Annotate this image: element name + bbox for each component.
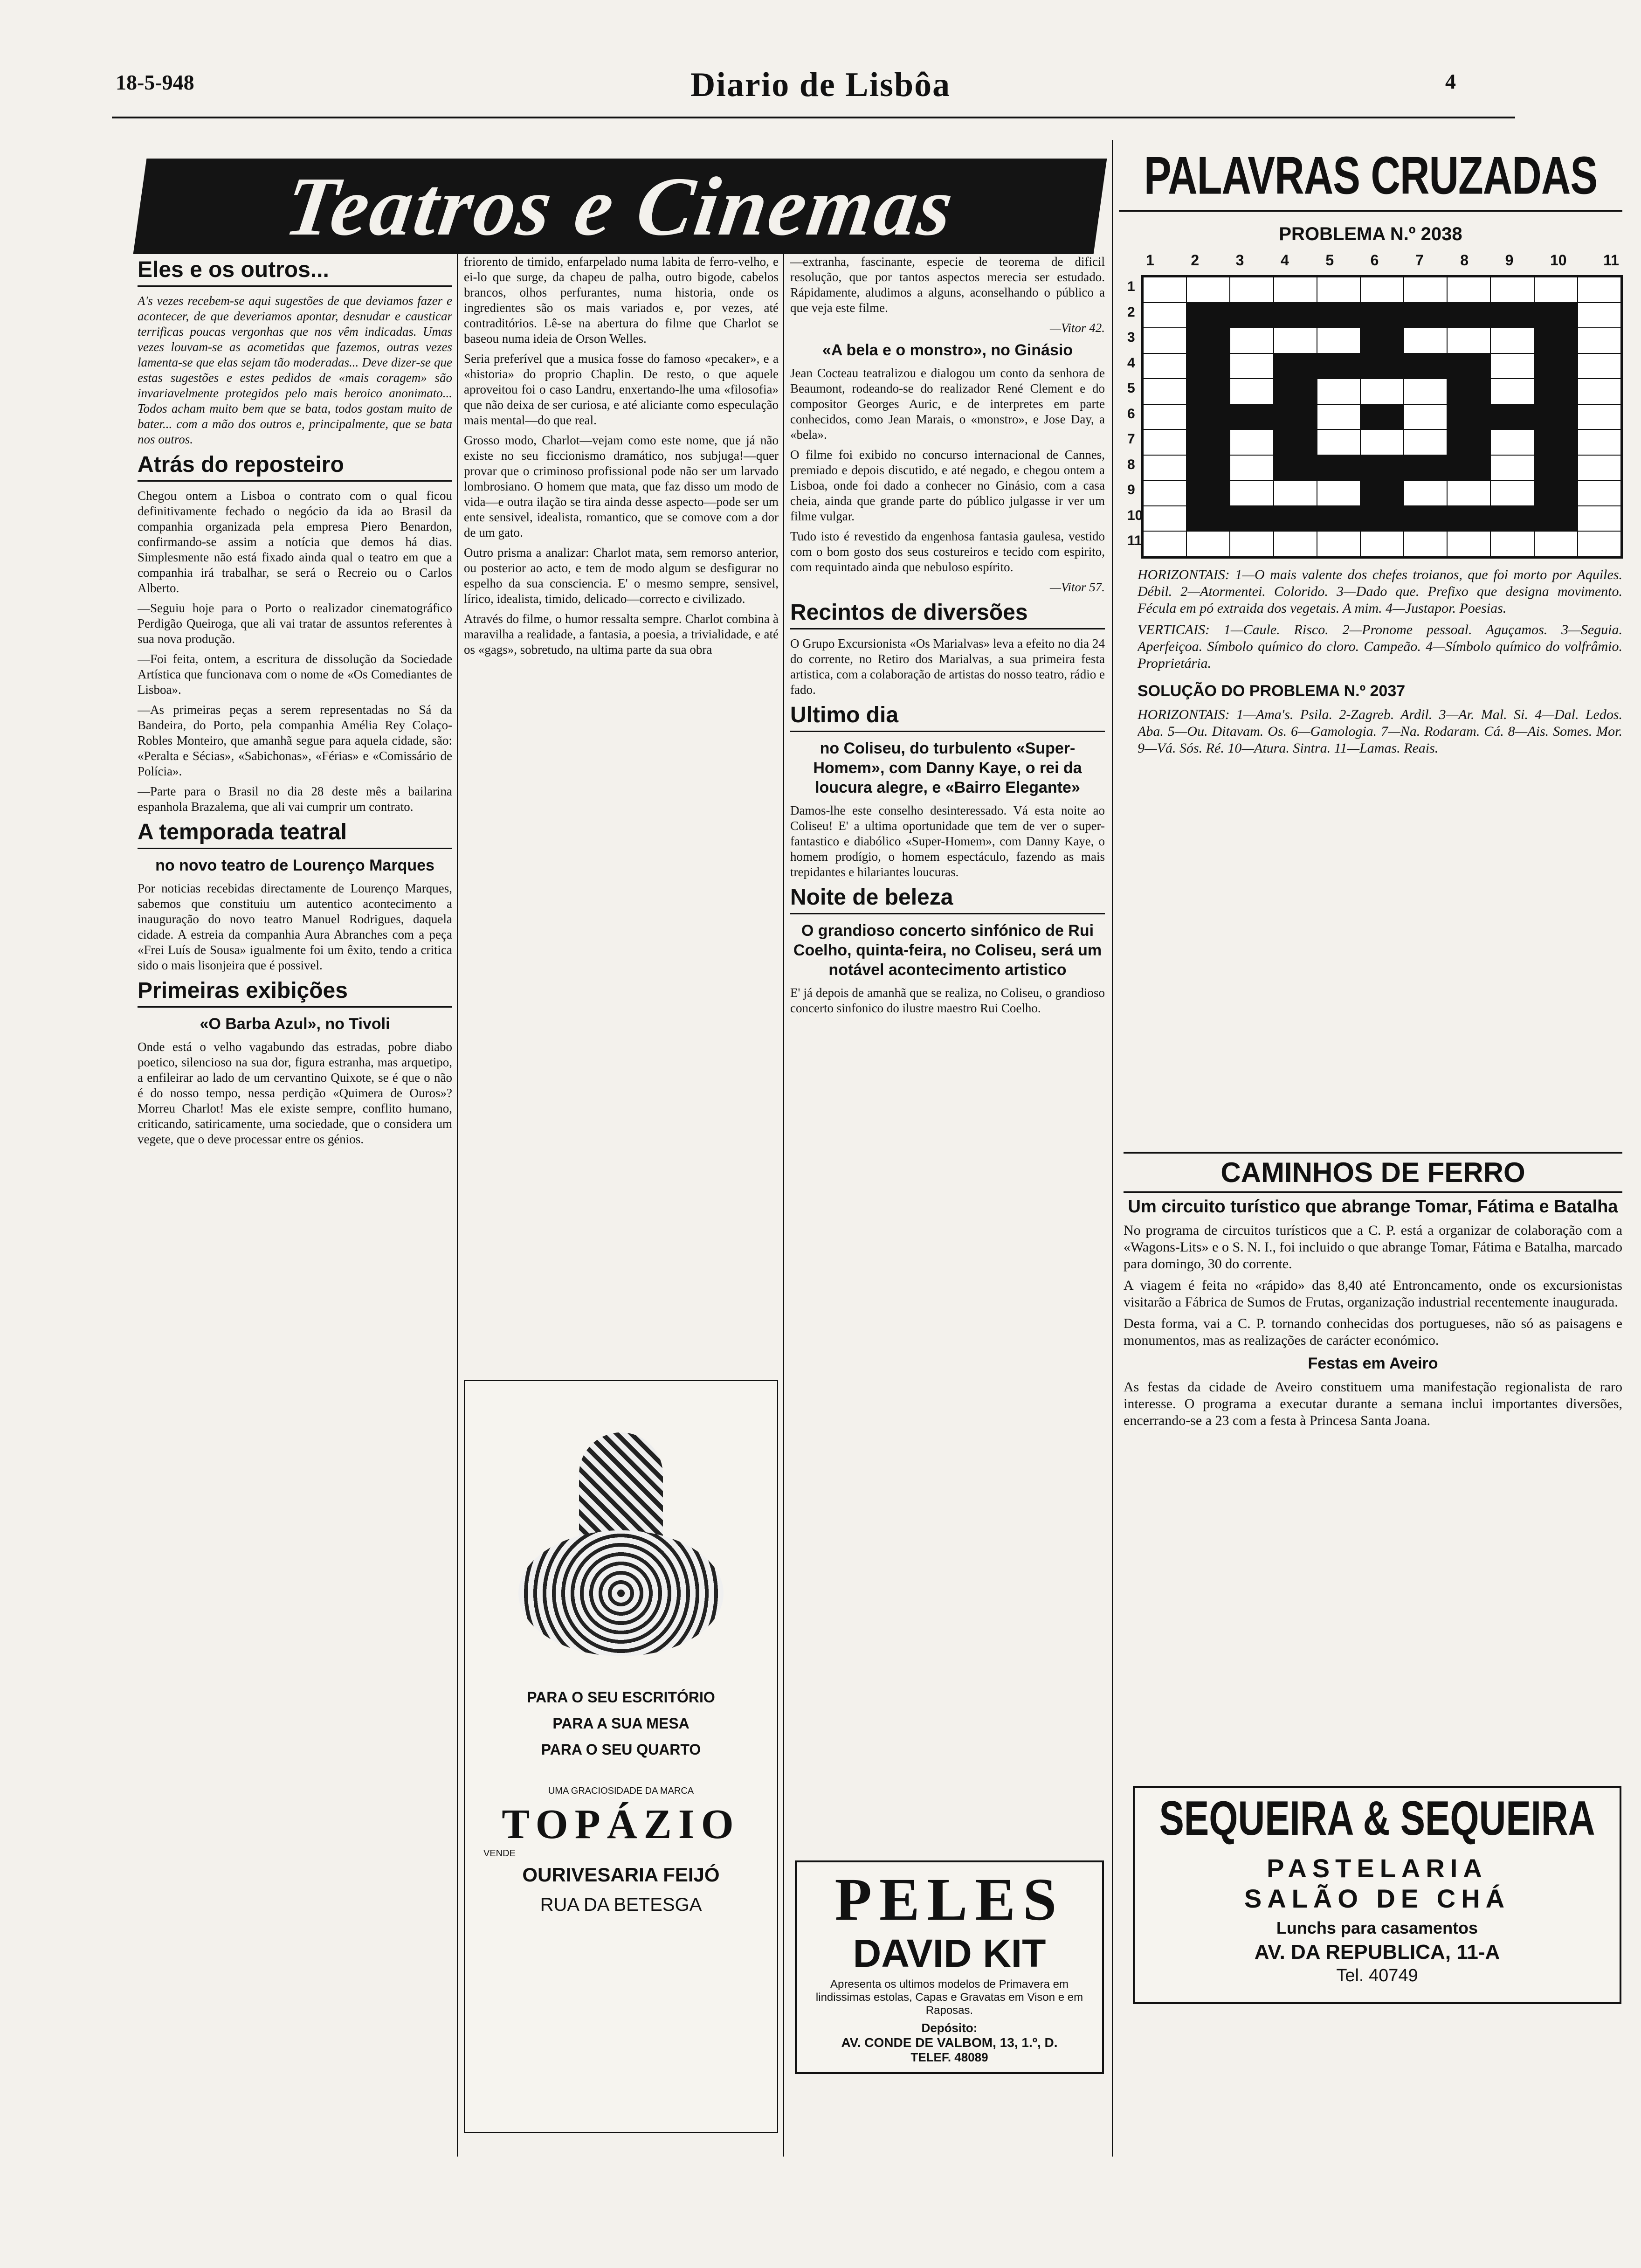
crossword-cell xyxy=(1447,277,1490,303)
crossword-title: PALAVRAS CRUZADAS xyxy=(1144,145,1598,205)
crossword-cell xyxy=(1186,531,1230,557)
crossword-black-cell xyxy=(1360,480,1404,506)
crossword-black-cell xyxy=(1186,353,1230,379)
paragraph: Seria preferível que a musica fosse do famoso «pecaker», e a «historia» do proprio Chaplin. De resto, o que aquele aproveitou foi o caso Landru, enxertando-lhe uma «filosofia» que não deixa de ser curiosa, e até aliciante como especulação mais mental—do que real. xyxy=(464,352,779,427)
paragraph: Através do filme, o humor ressalta sempre. Charlot combina à maravilha a realidade, a fantasia, a poesia, a trivialidade, e até os «gags», sobretudo, na ultima parte da sua obra xyxy=(464,612,779,657)
crossword-cell xyxy=(1230,429,1273,455)
crossword-black-cell xyxy=(1317,455,1360,481)
column-divider xyxy=(783,254,784,2157)
crossword-cell xyxy=(1360,429,1404,455)
crossword-cell xyxy=(1578,328,1621,353)
signature: —Vitor 42. xyxy=(1049,321,1105,335)
crossword-cell xyxy=(1404,379,1447,404)
crossword-cell xyxy=(1143,277,1186,303)
ad-title: SEQUEIRA & SEQUEIRA xyxy=(1159,1791,1595,1846)
crossword-black-cell xyxy=(1490,506,1534,532)
crossword-black-cell xyxy=(1274,353,1317,379)
column-divider xyxy=(457,254,458,2157)
ad-address: AV. CONDE DE VALBOM, 13, 1.º, D. xyxy=(841,2035,1058,2050)
crossword-black-cell xyxy=(1534,328,1578,353)
crossword-cell xyxy=(1490,455,1534,481)
subheading: O grandioso concerto sinfónico de Rui Coelho, quinta-feira, no Coliseu, será um notável acontecimento artistico xyxy=(793,922,1102,979)
paragraph: O filme foi exibido no concurso internacional de Cannes, premiado e depois discutido, e até negado, e chegou ontem a Lisboa, onde foi dado a conhecer no Ginásio, com a casa cheia, ainda que grande parte do público julgasse ir ver um filme vulgar. xyxy=(790,448,1105,523)
crossword-cell xyxy=(1143,379,1186,404)
ad-line: PARA O SEU QUARTO xyxy=(541,1741,701,1758)
column-number: 8 xyxy=(1460,252,1469,269)
crossword-cell xyxy=(1186,277,1230,303)
ad-sequeira xyxy=(1133,1786,1621,2004)
crossword-cell xyxy=(1578,277,1621,303)
crossword-cell xyxy=(1274,531,1317,557)
column-number: 6 xyxy=(1370,252,1379,269)
column-number: 7 xyxy=(1415,252,1424,269)
column-number: 9 xyxy=(1505,252,1514,269)
row-number: 3 xyxy=(1127,330,1135,345)
crossword-black-cell xyxy=(1534,379,1578,404)
crossword-black-cell xyxy=(1404,353,1447,379)
crossword-cell xyxy=(1317,328,1360,353)
ad-brand: TOPÁZIO xyxy=(502,1801,740,1847)
subheading: «O Barba Azul», no Tivoli xyxy=(200,1015,390,1033)
crossword-black-cell xyxy=(1274,429,1317,455)
ad-line: PARA O SEU ESCRITÓRIO xyxy=(527,1689,715,1706)
crossword-cell xyxy=(1360,379,1404,404)
column-number: 1 xyxy=(1146,252,1154,269)
crossword-cell xyxy=(1143,480,1186,506)
crossword-cell xyxy=(1143,429,1186,455)
title-rule xyxy=(1119,210,1622,212)
column-number: 5 xyxy=(1325,252,1334,269)
solution-text: HORIZONTAIS: 1—Ama's. Psila. 2-Zagreb. Ardil. 3—Ar. Mal. Si. 4—Dal. Ledos. Aba. 5—Ou. Ditavam. Os. 6—Gamologia. 7—Na. Rodaram. Cá. 8—Ais. Somes. Mor. 9—Vá. Sós. Ré. 10—Atura. Sintra. 11—Lamas. Reais. xyxy=(1138,707,1622,756)
crossword-cell xyxy=(1490,328,1534,353)
crossword-cell xyxy=(1578,379,1621,404)
heading-festas-aveiro: Festas em Aveiro xyxy=(1308,1355,1438,1372)
crossword-cell xyxy=(1578,303,1621,328)
column-number: 3 xyxy=(1235,252,1244,269)
column-number: 4 xyxy=(1280,252,1289,269)
crossword-cell xyxy=(1534,277,1578,303)
crossword-cell xyxy=(1317,531,1360,557)
caminhos-de-ferro xyxy=(1124,1152,1622,1739)
crossword-black-cell xyxy=(1404,303,1447,328)
section-banner: Teatros e Cinemas xyxy=(133,159,1107,254)
row-number: 6 xyxy=(1127,406,1135,422)
crossword-black-cell xyxy=(1186,429,1230,455)
row-number: 7 xyxy=(1127,431,1135,447)
heading-ultimo-dia: Ultimo dia xyxy=(790,702,1105,732)
crossword-black-cell xyxy=(1447,455,1490,481)
crossword-cell xyxy=(1274,328,1317,353)
row-number: 2 xyxy=(1127,304,1135,320)
crossword-cell xyxy=(1360,277,1404,303)
paragraph: Onde está o velho vagabundo das estradas, pobre diabo poetico, silencioso na sua dor, figura estranha, mas arquetipo, a enfileirar ao lado de um cervantino Quixote, se é que o não é do nosso tempo, nessa perdição «Quimera de Ouros»? Morreu Charlot! Mas ele existe sempre, conflito humano, criticando, satiricamente, uma sociedade, que o considera um vegete, que o deve processar entre os génios. xyxy=(138,1040,452,1146)
crossword-black-cell xyxy=(1317,303,1360,328)
column-number: 11 xyxy=(1603,252,1619,269)
ad-small: UMA GRACIOSIDADE DA MARCA xyxy=(548,1786,694,1796)
crossword-cell xyxy=(1578,531,1621,557)
paragraph: Grosso modo, Charlot—vejam como este nome, que já não existe no seu ficcionismo dramático, nos subjuga!—quer provar que o criminoso profissional pode não ser um larvado lombrosiano. O homem que mata, que faz disso um modo de vida—e outra ilação se tira ainda desse aspecto—pode ser um ente sensivel, idealista, romantico, que se comove com a dor de um gato. xyxy=(464,433,779,539)
crossword-cell xyxy=(1404,277,1447,303)
clues-vertical: VERTICAIS: 1—Caule. Risco. 2—Pronome pessoal. Aguçamos. 3—Seguia. Aperfeiçoa. Símbolo químico do cloro. Campeão. 4—Símbolo químico do volfrâmio. Proprietária. xyxy=(1138,622,1622,671)
crossword-black-cell xyxy=(1186,379,1230,404)
crossword-black-cell xyxy=(1360,506,1404,532)
ad-topazio xyxy=(464,1380,778,2133)
crossword-cell xyxy=(1490,353,1534,379)
crossword-black-cell xyxy=(1490,303,1534,328)
crossword-cell xyxy=(1404,531,1447,557)
paragraph: —Foi feita, ontem, a escritura de dissolução da Sociedade Artística que funcionava com o nome de «Os Comediantes de Lisboa». xyxy=(138,652,452,697)
crossword-cell xyxy=(1404,328,1447,353)
crossword-black-cell xyxy=(1490,404,1534,430)
crossword-black-cell xyxy=(1186,404,1230,430)
crossword-black-cell xyxy=(1274,379,1317,404)
paragraph: —Parte para o Brasil no dia 28 deste mês a bailarina espanhola Brazalema, que ali vai cumprir um contrato. xyxy=(138,784,452,814)
paragraph: —As primeiras peças a serem representadas no Sá da Bandeira, do Porto, pela companhia Amélia Rey Colaço-Robles Monteiro, que amanhã segue para aquela cidade, são: «Peralta e Sécias», «Sabichonas», «Férias» e «Comissário de Polícia». xyxy=(138,703,452,778)
crossword-cell xyxy=(1143,303,1186,328)
crossword-cell xyxy=(1317,277,1360,303)
ad-big: DAVID KIT xyxy=(853,1931,1046,1975)
crossword-cell xyxy=(1490,277,1534,303)
crossword-cell xyxy=(1274,480,1317,506)
crossword-black-cell xyxy=(1447,379,1490,404)
crossword-black-cell xyxy=(1360,303,1404,328)
clues-horizontal: HORIZONTAIS: 1—O mais valente dos chefes troianos, que foi morto por Aquiles. Débil. 2—Atormentei. Colorido. 3—Dado que. Prefixo que designa movimento. Fécula em pó extraida dos vegetais. A mim. 4—Justapor. Poesias. xyxy=(1138,567,1622,616)
crossword-cell xyxy=(1143,353,1186,379)
crossword-cell xyxy=(1143,328,1186,353)
crossword-cell xyxy=(1274,277,1317,303)
paragraph: Tudo isto é revestido da engenhosa fantasia gaulesa, vestido com o bom gosto dos seus costureiros e tecido com espirito, com requintado ainda que nebuloso espírito. xyxy=(790,529,1105,574)
crossword-clues xyxy=(1138,567,1622,1145)
crossword-black-cell xyxy=(1534,303,1578,328)
crossword-cell xyxy=(1317,404,1360,430)
row-number: 10 xyxy=(1127,507,1143,523)
crossword-cell xyxy=(1143,531,1186,557)
crossword-cell xyxy=(1490,531,1534,557)
heading-primeiras-exibicoes: Primeiras exibições xyxy=(138,978,452,1008)
heading-noite-de-beleza: Noite de beleza xyxy=(790,885,1105,914)
crossword-cell xyxy=(1404,480,1447,506)
crossword-black-cell xyxy=(1360,328,1404,353)
crossword-column-numbers xyxy=(1146,252,1619,269)
issue-date: 18-5-948 xyxy=(116,70,194,94)
crossword-black-cell xyxy=(1274,404,1317,430)
row-number: 1 xyxy=(1127,279,1135,294)
crossword-cell xyxy=(1447,480,1490,506)
crossword-black-cell xyxy=(1447,303,1490,328)
crossword-cell xyxy=(1230,455,1273,481)
crossword-black-cell xyxy=(1360,455,1404,481)
paragraph: Chegou ontem a Lisboa o contrato com o qual ficou definitivamente fechado o negócio da ida ao Brasil da companhia organizada pela empresa Piero Benardon, confirmando-se assim a notícia que demos há dias. Simplesmente não está fixado ainda qual o teatro em que a companhia irá trabalhar, se será o Recreio ou o Carlos Alberto. xyxy=(138,489,452,595)
crossword-black-cell xyxy=(1447,506,1490,532)
crossword-cell xyxy=(1490,429,1534,455)
paragraph: A viagem é feita no «rápido» das 8,40 até Entroncamento, onde os excursionistas visitarão a Fábrica de Sumos de Frutas, organização industrial recentemente inaugurada. xyxy=(1124,1278,1622,1310)
crossword-black-cell xyxy=(1230,404,1273,430)
crossword-black-cell xyxy=(1186,506,1230,532)
heading-temporada-teatral: A temporada teatral xyxy=(138,819,452,849)
column-number: 2 xyxy=(1191,252,1200,269)
crossword-black-cell xyxy=(1404,455,1447,481)
crossword-black-cell xyxy=(1274,303,1317,328)
crossword-cell xyxy=(1578,506,1621,532)
paragraph: E' já depois de amanhã que se realiza, no Coliseu, o grandioso concerto sinfonico do ilustre maestro Rui Coelho. xyxy=(790,986,1105,1015)
column-3 xyxy=(790,254,1105,1858)
crossword-black-cell xyxy=(1534,455,1578,481)
row-number: 4 xyxy=(1127,355,1135,371)
paragraph: O Grupo Excursionista «Os Marialvas» leva a efeito no dia 24 do corrente, no Retiro dos Marialvas, a sua primeira festa artistica, com a colaboração de artistas do nosso teatro, rádio e fado. xyxy=(790,636,1105,697)
crossword-black-cell xyxy=(1360,353,1404,379)
crossword-cell xyxy=(1447,531,1490,557)
ad-tel: Tel. 40749 xyxy=(1336,1966,1418,1985)
crossword-black-cell xyxy=(1317,506,1360,532)
crossword-black-cell xyxy=(1447,404,1490,430)
crossword-black-cell xyxy=(1534,480,1578,506)
ad-shop: OURIVESARIA FEIJÓ xyxy=(522,1864,720,1886)
column-number: 10 xyxy=(1550,252,1567,269)
crossword-black-cell xyxy=(1274,455,1317,481)
ad-deposito: Depósito: xyxy=(921,2021,978,2035)
crossword-black-cell xyxy=(1230,506,1273,532)
crossword-cell xyxy=(1230,353,1273,379)
crossword-cell xyxy=(1578,455,1621,481)
ad-text: Apresenta os ultimos modelos de Primavera em lindissimas estolas, Capas e Gravatas em Vison e em Raposas. xyxy=(815,1978,1083,2017)
crossword-cell xyxy=(1447,328,1490,353)
heading-caminhos: CAMINHOS DE FERRO xyxy=(1124,1152,1622,1193)
ad-peles xyxy=(795,1860,1104,2074)
crossword-black-cell xyxy=(1360,404,1404,430)
subheading: no Coliseu, do turbulento «Super-Homem», com Danny Kaye, o rei da loucura alegre, e «Bairro Elegante» xyxy=(813,740,1082,796)
crossword-cell xyxy=(1143,404,1186,430)
crossword-black-cell xyxy=(1317,353,1360,379)
paragraph: friorento de timido, enfarpelado numa labita de ferro-velho, e ei-lo que surge, da chapeu de palha, outro bigode, cabelos brancos, olhos perfurantes, numa historia, onde os ingredientes são os mais variados e, por vezes, até contraditórios. Lê-se na abertura do filme que Charlot se baseou numa ideia de Orson Welles. xyxy=(464,255,779,346)
crossword-cell xyxy=(1230,328,1273,353)
ad-address: AV. DA REPUBLICA, 11-A xyxy=(1254,1941,1500,1964)
newspaper-title: Diario de Lisbôa xyxy=(690,66,951,104)
column-2 xyxy=(464,254,779,1369)
heading-bela-e-o-monstro: «A bela e o monstro», no Ginásio xyxy=(822,341,1073,359)
crossword-cell xyxy=(1490,480,1534,506)
row-number: 8 xyxy=(1127,456,1135,472)
paragraph: —Seguiu hoje para o Porto o realizador cinematográfico Perdigão Queiroga, que ali vai tratar de assuntos referentes à sua nova produção. xyxy=(138,601,452,646)
crossword-cell xyxy=(1404,404,1447,430)
page-number: 4 xyxy=(1445,69,1456,93)
row-number: 5 xyxy=(1127,380,1135,396)
crossword-cell xyxy=(1360,531,1404,557)
paragraph: A's vezes recebem-se aqui sugestões de que deviamos fazer e acontecer, de que deveriamos apontar, desnudar e causticar terrificas poucas vergonhas que nos vêm indicadas. Umas vezes louvam-se as acometidas que fazemos, outras vezes lamenta-se que elas sejam tão moderadas... Deve dizer-se que estas sugestões e estes pedidos de «mais coragem» são invariavelmente protegidos pelo mais heroico anonimato... Todos acham muito bem que se bata, todos gostam muito de bater... com a mão dos outros e, principalmente, que se bata nos outros. xyxy=(138,294,452,446)
ad-line: PASTELARIA xyxy=(1267,1853,1488,1883)
paragraph: Outro prisma a analizar: Charlot mata, sem remorso anterior, ou posterior ao acto, e tem de modo algum se desfigurar no espelho da sua consciencia. E' o mesmo sempre, sensivel, lírico, idealista, timido, delicado—correcto e civilizado. xyxy=(464,546,779,606)
crossword-cell xyxy=(1230,277,1273,303)
crossword-cell xyxy=(1404,429,1447,455)
ad-vende: VENDE xyxy=(483,1848,516,1859)
crossword-black-cell xyxy=(1230,303,1273,328)
hat-illustration xyxy=(518,1432,724,1666)
crossword-black-cell xyxy=(1274,506,1317,532)
crossword-cell xyxy=(1230,379,1273,404)
crossword-cell xyxy=(1317,379,1360,404)
problem-number: PROBLEMA N.º 2038 xyxy=(1279,224,1462,244)
crossword-cell xyxy=(1578,353,1621,379)
ad-line: PARA A SUA MESA xyxy=(552,1715,689,1732)
ad-line: Lunchs para casamentos xyxy=(1276,1918,1478,1937)
crossword-cell xyxy=(1534,531,1578,557)
crossword-black-cell xyxy=(1534,429,1578,455)
heading-eles-e-os-outros: Eles e os outros... xyxy=(138,257,452,287)
crossword-cell xyxy=(1490,379,1534,404)
subheading: Um circuito turístico que abrange Tomar, Fátima e Batalha xyxy=(1128,1197,1618,1217)
crossword-cell xyxy=(1578,404,1621,430)
crossword-cell xyxy=(1230,480,1273,506)
row-number: 11 xyxy=(1127,533,1142,548)
crossword-cell xyxy=(1143,506,1186,532)
paragraph: Damos-lhe este conselho desinteressado. Vá esta noite ao Coliseu! E' a ultima oportunidade que tem de ver o super-fantastico e diabólico «Super-Homem», com Danny Kaye, o homem prodígio, o homem espectáculo, fazendo as mais trepidantes e hilariantes loucuras. xyxy=(790,803,1105,879)
heading-recintos: Recintos de diversões xyxy=(790,600,1105,629)
crossword-cell xyxy=(1578,429,1621,455)
crossword-black-cell xyxy=(1534,353,1578,379)
ad-street: RUA DA BETESGA xyxy=(540,1895,702,1915)
crossword-cell xyxy=(1317,429,1360,455)
crossword-cell xyxy=(1578,480,1621,506)
paragraph: —extranha, fascinante, especie de teorema de dificil resolução, que por tantos aspectos merecia ser estudado. Rápidamente, aludimos a alguns, aconselhando o público a que veja este filme. xyxy=(790,255,1105,315)
paragraph: Por noticias recebidas directamente de Lourenço Marques, sabemos que constituiu um autentico acontecimento a inauguração do novo teatro Manuel Rodrigues, daquela cidade. A estreia da companhia Aura Abranches com a peça «Frei Luís de Sousa» igualmente foi um êxito, tendo a critica sido o mais lisonjeira que é possivel. xyxy=(138,881,452,972)
solution-title: SOLUÇÃO DO PROBLEMA N.º 2037 xyxy=(1138,682,1406,700)
ad-big: PELES xyxy=(834,1866,1064,1933)
crossword-cell xyxy=(1230,531,1273,557)
ad-line: SALÃO DE CHÁ xyxy=(1244,1884,1510,1913)
crossword-black-cell xyxy=(1447,353,1490,379)
header-rule xyxy=(112,117,1515,118)
paragraph: As festas da cidade de Aveiro constituem uma manifestação regionalista de raro interesse. O programa a executar durante a semana inclui importantes diversões, encerrando-se a 23 com a festa à Princesa Santa Joana. xyxy=(1124,1379,1622,1428)
column-1 xyxy=(138,254,452,2157)
paragraph: Jean Cocteau teatralizou e dialogou um conto da senhora de Beaumont, rodeando-se do realizador René Clement e do compositor Georges Auric, e de interpretes em parte conhecidos, como Jean Marais, o «monstro», e Jose Day, a «bela». xyxy=(790,366,1105,442)
paragraph: No programa de circuitos turísticos que a C. P. está a organizar de colaboração com a «Wagons-Lits» e o S. N. I., foi incluido o que abrange Tomar, Fátima e Batalha, marcado para domingo, 30 do corrente. xyxy=(1124,1223,1622,1272)
crossword-cell xyxy=(1317,480,1360,506)
crossword-grid xyxy=(1141,275,1623,559)
crossword-black-cell xyxy=(1186,455,1230,481)
subheading: no novo teatro de Lourenço Marques xyxy=(155,857,434,874)
ad-tel: TELEF. 48089 xyxy=(910,2050,988,2064)
paragraph: Desta forma, vai a C. P. tornando conhecidas dos portugueses, não só as paisagens e monumentos, mas as realizações de carácter económico. xyxy=(1124,1316,1622,1348)
column-divider xyxy=(1112,140,1113,2157)
row-number: 9 xyxy=(1127,482,1135,498)
crossword-cell xyxy=(1143,455,1186,481)
crossword-black-cell xyxy=(1447,429,1490,455)
crossword-black-cell xyxy=(1534,506,1578,532)
crossword-black-cell xyxy=(1186,303,1230,328)
heading-atras-do-reposteiro: Atrás do reposteiro xyxy=(138,452,452,482)
crossword-black-cell xyxy=(1186,480,1230,506)
crossword-black-cell xyxy=(1404,506,1447,532)
signature: —Vitor 57. xyxy=(1049,580,1105,594)
crossword-black-cell xyxy=(1186,328,1230,353)
crossword-black-cell xyxy=(1534,404,1578,430)
